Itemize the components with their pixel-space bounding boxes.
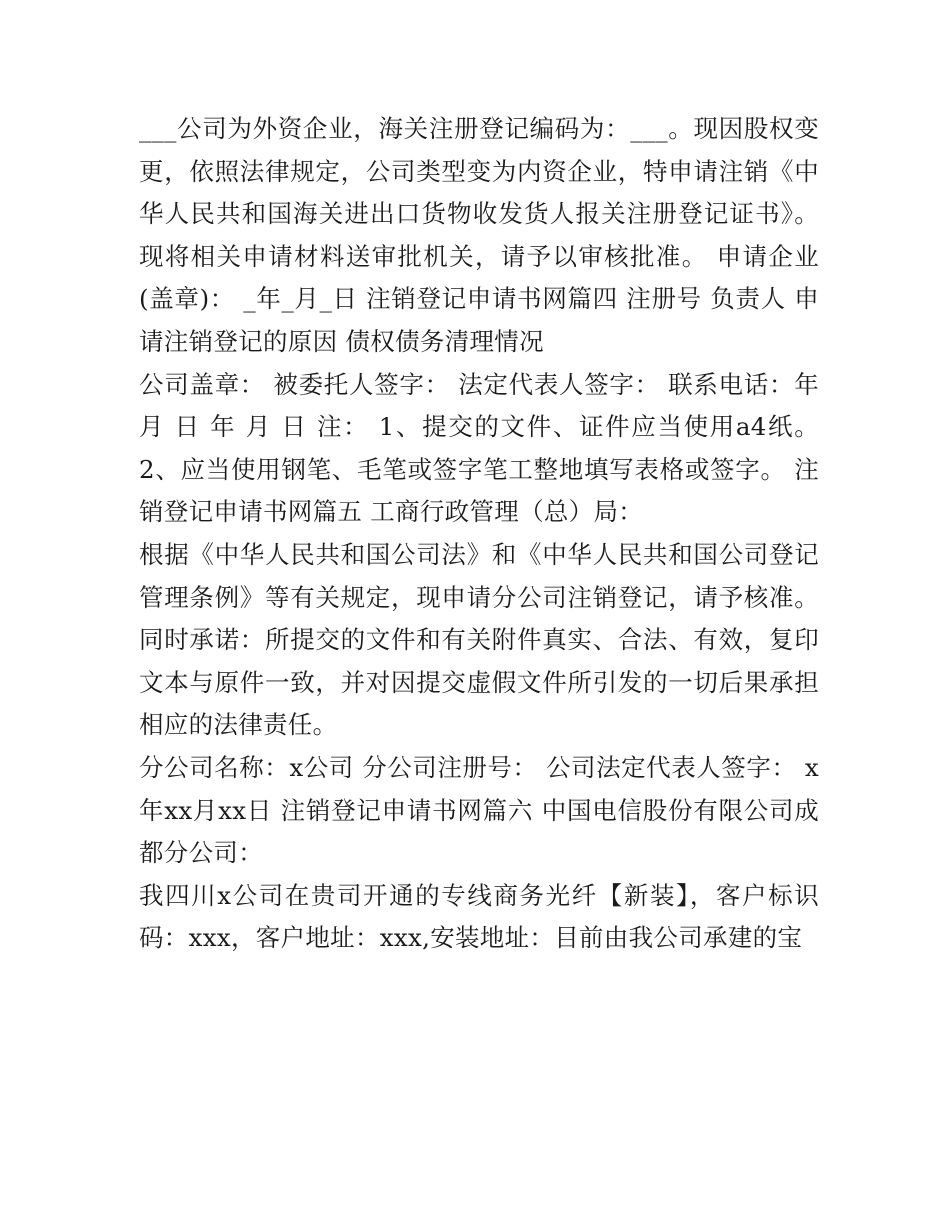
- paragraph-signatures-and-notes: 公司盖章： 被委托人签字： 法定代表人签字： 联系电话：年 月 日 年 月 日 注： 1、提交的文件、证件应当使用a4纸。2、应当使用钢笔、毛笔或签字笔工整地填写表格或签字。 注销登记申请书网篇五 工商行政管理（总）局：: [139, 369, 819, 527]
- paragraph-branch-cancellation: 根据《中华人民共和国公司法》和《中华人民共和国公司登记管理条例》等有关规定，现申请分公司注销登记，请予核准。同时承诺：所提交的文件和有关附件真实、合法、有效，复印文本与原件一致，并对因提交虚假文件所引发的一切后果承担相应的法律责任。: [139, 539, 819, 740]
- paragraph-fiber-service: 我四川x公司在贵司开通的专线商务光纤【新装】，客户标识码：xxx，客户地址：xxx,安装地址：目前由我公司承建的宝: [139, 880, 819, 953]
- paragraph-customs-cancellation: ___公司为外资企业，海关注册登记编码为：___。现因股权变更，依照法律规定，公司类型变为内资企业，特申请注销《中华人民共和国海关进出口货物收发货人报关注册登记证书》。现将相关申请材料送审批机关，请予以审核批准。 申请企业(盖章)： _年_月_日 注销登记申请书网篇四 注册号 负责人 申请注销登记的原因 债权债务清理情况: [139, 114, 819, 356]
- paragraph-branch-info: 分公司名称：x公司 分公司注册号： 公司法定代表人签字： x年xx月xx日 注销登记申请书网篇六 中国电信股份有限公司成都分公司：: [139, 752, 819, 868]
- document-page: [139, 108, 819, 960]
